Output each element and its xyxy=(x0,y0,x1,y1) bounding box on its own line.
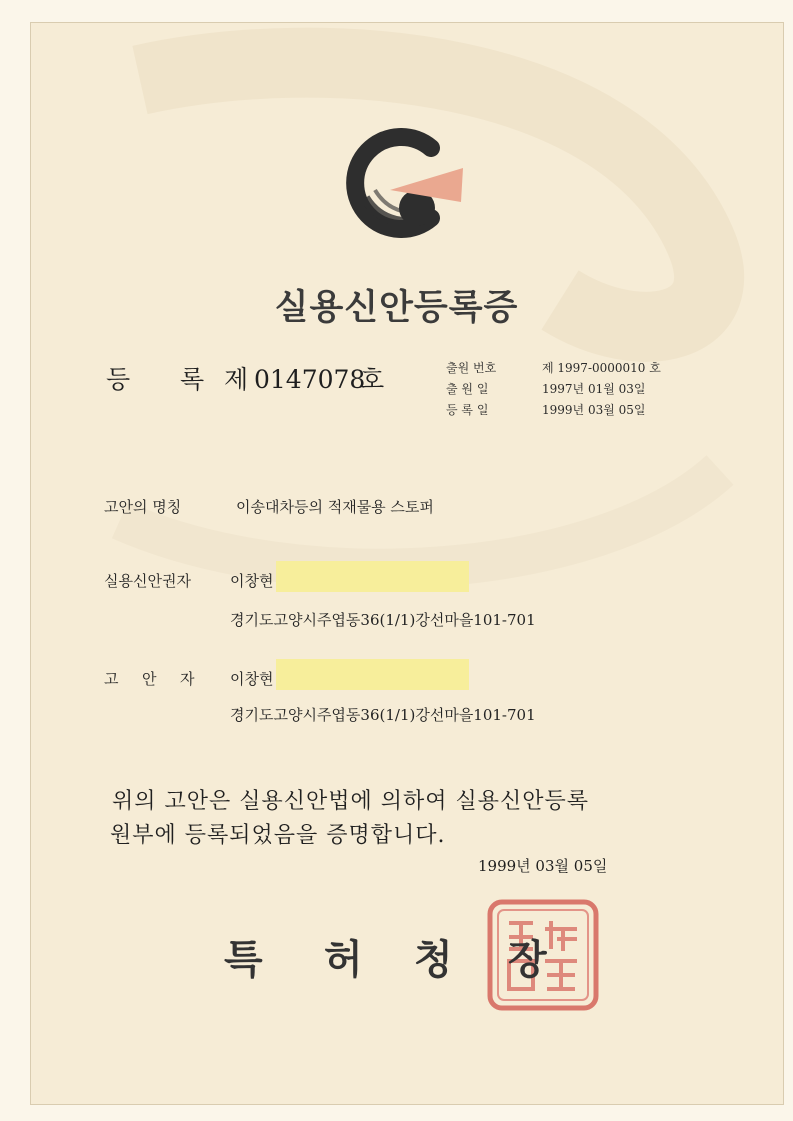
reg-date-label: 등 록 일 xyxy=(446,403,489,417)
right-holder-address: 경기도고양시주엽동36(1/1)강선마을101-701 xyxy=(230,611,536,629)
filing-date-label: 출 원 일 xyxy=(446,382,489,396)
registration-number-line xyxy=(106,360,384,396)
redaction-box xyxy=(276,561,469,592)
reg-prefix-2: 록 xyxy=(180,365,205,394)
inventor-address: 경기도고양시주엽동36(1/1)강선마을101-701 xyxy=(230,706,536,724)
government-emblem-icon xyxy=(335,128,465,238)
redaction-box xyxy=(276,659,469,690)
registration-number: 0147078 xyxy=(254,365,366,394)
certificate-title: 실용신안등록증 xyxy=(274,288,519,328)
right-holder-label: 실용신안권자 xyxy=(104,572,191,590)
inventor-label-2: 안 xyxy=(142,670,157,688)
issuer-char-4: 장 xyxy=(508,937,547,983)
statement-line-1: 위의 고안은 실용신안법에 의하여 실용신안등록 xyxy=(112,789,590,814)
right-holder-name: 이창현 xyxy=(230,572,274,590)
issuer-char-3: 청 xyxy=(414,937,453,983)
reg-prefix-3: 제 xyxy=(224,365,249,394)
filing-date-row xyxy=(446,380,661,401)
filing-date-value: 1997년 01월 03일 xyxy=(542,382,646,396)
inventor-label-3: 자 xyxy=(180,670,195,688)
issue-date: 1999년 03월 05일 xyxy=(478,857,608,875)
device-name-value: 이송대차등의 적재물용 스토퍼 xyxy=(236,498,434,516)
issuer-char-1: 특 xyxy=(224,937,263,983)
app-no-value: 제 1997-0000010 호 xyxy=(542,361,661,375)
reg-prefix-1: 등 xyxy=(106,365,131,394)
device-name-label: 고안의 명칭 xyxy=(104,498,182,516)
reg-date-value: 1999년 03월 05일 xyxy=(542,403,646,417)
app-no-label: 출원 번호 xyxy=(446,361,497,375)
registration-date-row xyxy=(446,401,661,422)
application-info xyxy=(446,359,661,422)
statement-line-2: 원부에 등록되었음을 증명합니다. xyxy=(110,823,446,848)
inventor-label-1: 고 xyxy=(104,670,119,688)
issuer-char-2: 허 xyxy=(324,937,363,983)
application-number-row xyxy=(446,359,661,380)
reg-suffix: 호 xyxy=(360,365,385,394)
inventor-name: 이창현 xyxy=(230,670,274,688)
